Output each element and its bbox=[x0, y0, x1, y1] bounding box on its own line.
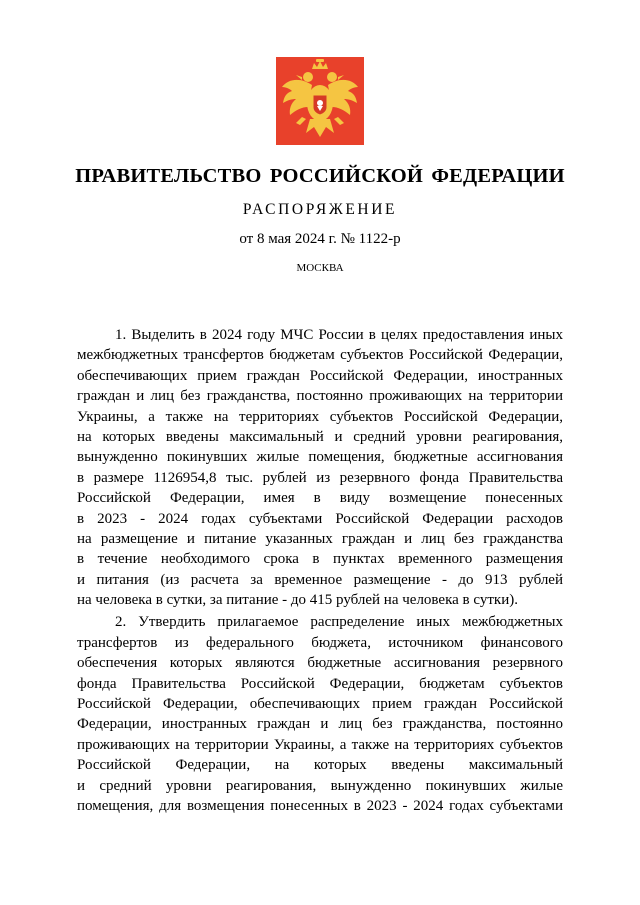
text-line: Украины, а также на территориях субъектов Российской Федерации, bbox=[77, 408, 563, 425]
text-line: проживающих на территории Украины, а также на территориях субъектов bbox=[77, 736, 563, 753]
coat-of-arms-emblem bbox=[276, 57, 364, 145]
st-george-shield-icon bbox=[313, 95, 327, 115]
text-line: 1. Выделить в 2024 году МЧС России в целях предоставления иных bbox=[115, 327, 563, 343]
text-line: на размещение и питание указанных граждан и лиц без гражданства bbox=[77, 530, 563, 547]
text-line: вынужденно покинувших жилые помещения, бюджетные ассигнования bbox=[77, 449, 563, 466]
text-line: Российской Федерации, обеспечивающих прием граждан Российской bbox=[77, 696, 563, 713]
paragraph-1 bbox=[77, 325, 563, 610]
text-line: фонда Правительства Российской Федерации, бюджетам субъектов bbox=[77, 675, 563, 692]
text-line: помещения, для возмещения понесенных в 2023 - 2024 годах субъектами bbox=[77, 797, 563, 814]
text-line: в 2023 - 2024 годах субъектами Российской Федерации расходов bbox=[77, 510, 563, 527]
paragraph-2 bbox=[77, 612, 563, 816]
text-line: Федерации, иностранных граждан и лиц без гражданства, постоянно bbox=[77, 716, 563, 733]
document-type: РАСПОРЯЖЕНИЕ bbox=[242, 201, 398, 218]
text-line: и средний уровни реагирования, вынужденно покинувших жилые bbox=[77, 777, 563, 794]
text-line: на человека в сутки, за питание - до 415 рублей на человека в сутки). bbox=[77, 592, 518, 609]
text-line: граждан и лиц без гражданства, постоянно проживающих на территории bbox=[77, 388, 563, 405]
text-line: на которых введены максимальный и средний уровни реагирования, bbox=[77, 428, 563, 445]
text-line: и питания (из расчета за временное размещение - до 913 рублей bbox=[77, 571, 563, 588]
text-line: трансфертов из федерального бюджета, источником финансового bbox=[77, 634, 563, 651]
text-line: в размере 1126954,8 тыс. рублей из резервного фонда Правительства bbox=[77, 469, 563, 486]
text-line: обеспечения которых являются бюджетные ассигнования резервного bbox=[77, 655, 563, 672]
document-body bbox=[77, 325, 563, 816]
government-title: ПРАВИТЕЛЬСТВО РОССИЙСКОЙ ФЕДЕРАЦИИ bbox=[75, 165, 565, 187]
text-line: Российской Федерации, имея в виду возмещение понесенных bbox=[77, 490, 563, 507]
text-line: Российской Федерации, на которых введены максимальный bbox=[77, 757, 563, 774]
document-place: МОСКВА bbox=[296, 262, 344, 274]
document-date-number: от 8 мая 2024 г. № 1122-р bbox=[239, 231, 401, 247]
text-line: обеспечивающих прием граждан Российской Федерации, иностранных bbox=[77, 367, 563, 384]
text-line: 2. Утвердить прилагаемое распределение иных межбюджетных bbox=[115, 614, 563, 631]
text-line: межбюджетных трансфертов бюджетам субъектов Российской Федерации, bbox=[77, 347, 563, 364]
text-line: в течение необходимого срока в пунктах временного размещения bbox=[77, 551, 563, 568]
